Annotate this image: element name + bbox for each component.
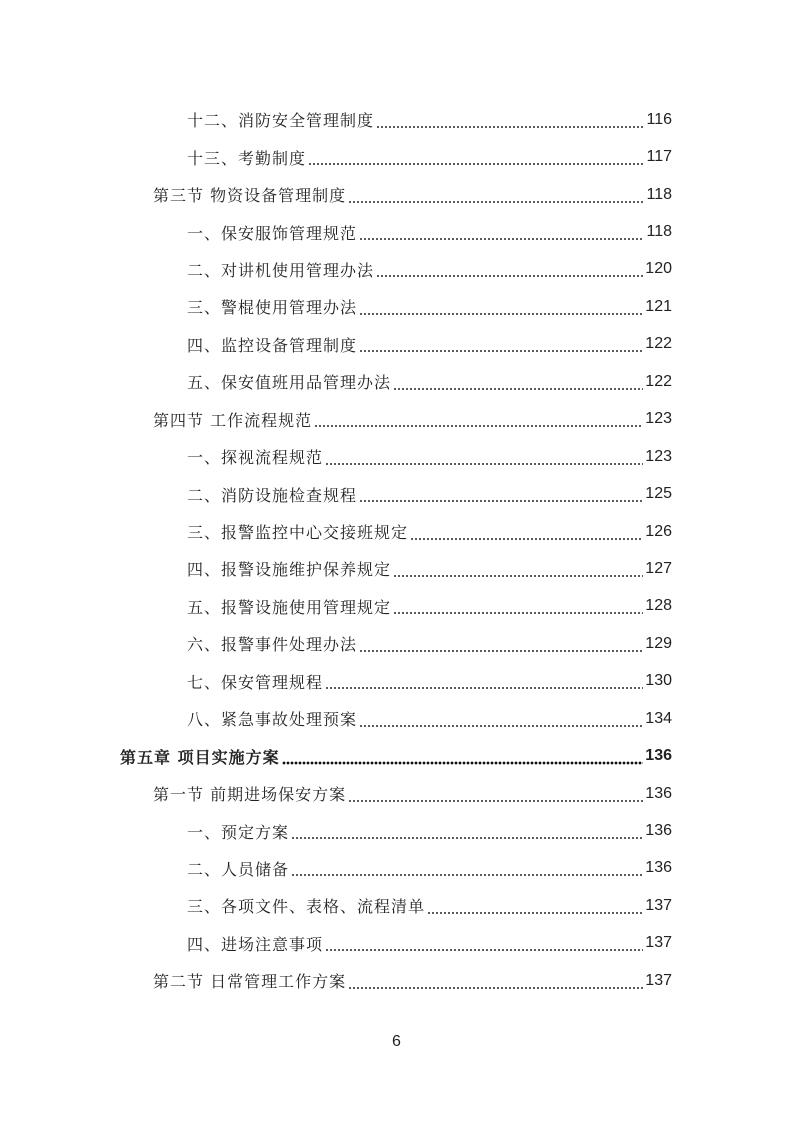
dot-leader [325,676,643,690]
toc-entry[interactable] [0,288,793,325]
toc-entry-title: 四、监控设备管理制度 [187,335,358,355]
dot-leader [376,115,644,129]
toc-entry-page: 123 [645,447,672,465]
toc-entry-page: 134 [645,709,672,727]
toc-entry-title: 二、消防设施检查规程 [187,485,358,505]
dot-leader [393,377,643,391]
dot-leader [359,302,643,316]
toc-entry[interactable] [0,588,793,625]
table-of-contents [0,101,793,1000]
toc-entry-page: 121 [645,297,672,315]
toc-entry[interactable] [0,513,793,550]
toc-entry[interactable] [0,625,793,662]
toc-entry-title: 四、报警设施维护保养规定 [187,560,392,580]
toc-entry[interactable] [0,700,793,737]
toc-entry-page: 137 [645,971,672,989]
toc-entry-page: 126 [645,522,672,540]
toc-entry-page: 137 [645,896,672,914]
toc-entry[interactable] [0,962,793,999]
toc-entry[interactable] [0,475,793,512]
toc-entry[interactable] [0,176,793,213]
toc-entry-title: 四、进场注意事项 [187,934,324,954]
dot-leader [393,564,643,578]
dot-leader [376,264,643,278]
toc-entry-title: 第三节 物资设备管理制度 [153,186,347,206]
toc-entry[interactable] [0,887,793,924]
toc-entry[interactable] [0,925,793,962]
dot-leader [325,938,643,952]
toc-entry-page: 118 [646,223,672,241]
toc-entry[interactable] [0,363,793,400]
toc-entry-page: 129 [645,634,672,652]
dot-leader [291,863,643,877]
toc-entry-title: 一、探视流程规范 [187,448,324,468]
toc-entry[interactable] [0,663,793,700]
toc-entry-page: 120 [645,260,672,278]
toc-entry-title: 五、报警设施使用管理规定 [187,597,392,617]
dot-leader [348,789,643,803]
dot-leader [410,527,643,541]
toc-entry-title: 二、对讲机使用管理办法 [187,260,375,280]
toc-entry-page: 125 [645,485,672,503]
toc-entry[interactable] [0,213,793,250]
toc-entry-page: 116 [646,110,672,128]
dot-leader [348,976,643,990]
toc-entry[interactable] [0,138,793,175]
toc-entry-title: 第四节 工作流程规范 [153,410,313,430]
toc-entry-title: 二、人员储备 [187,859,290,879]
toc-entry-title: 第一节 前期进场保安方案 [153,785,347,805]
toc-entry-title: 一、保安服饰管理规范 [187,223,358,243]
toc-entry-title: 八、紧急事故处理预案 [187,710,358,730]
toc-entry-title: 一、预定方案 [187,822,290,842]
toc-entry[interactable] [0,775,793,812]
toc-entry-page: 137 [645,934,672,952]
toc-entry[interactable] [0,251,793,288]
toc-entry-page: 123 [645,410,672,428]
toc-entry-title: 第二节 日常管理工作方案 [153,972,347,992]
dot-leader [359,714,643,728]
toc-entry[interactable] [0,438,793,475]
toc-entry[interactable] [0,401,793,438]
dot-leader [359,489,643,503]
dot-leader [282,751,644,765]
dot-leader [359,339,643,353]
toc-entry-page: 117 [646,148,672,166]
toc-entry-page: 127 [645,559,672,577]
dot-leader [359,639,643,653]
toc-entry[interactable] [0,850,793,887]
toc-entry-page: 118 [646,185,672,203]
toc-entry[interactable] [0,812,793,849]
toc-entry-title: 五、保安值班用品管理办法 [187,373,392,393]
toc-entry[interactable] [0,326,793,363]
toc-entry-page: 136 [645,747,672,765]
toc-entry-title: 第五章 项目实施方案 [120,747,280,767]
toc-entry-title: 十三、考勤制度 [187,148,307,168]
dot-leader [359,227,644,241]
toc-entry-title: 六、报警事件处理办法 [187,635,358,655]
toc-entry-title: 七、保安管理规程 [187,672,324,692]
toc-entry-page: 136 [645,822,672,840]
toc-entry-page: 122 [645,372,672,390]
dot-leader [291,826,643,840]
toc-entry-title: 三、警棍使用管理办法 [187,298,358,318]
toc-entry-title: 三、各项文件、表格、流程清单 [187,897,426,917]
dot-leader [314,414,643,428]
toc-entry[interactable] [0,550,793,587]
toc-entry-title: 三、报警监控中心交接班规定 [187,523,409,543]
dot-leader [325,452,643,466]
dot-leader [427,901,643,915]
toc-entry-page: 130 [645,672,672,690]
toc-entry-title: 十二、消防安全管理制度 [187,111,375,131]
page-number: 6 [392,1033,401,1050]
toc-entry-page: 128 [645,597,672,615]
toc-entry[interactable] [0,101,793,138]
toc-entry-page: 122 [645,335,672,353]
dot-leader [393,601,643,615]
dot-leader [308,152,644,166]
toc-chapter-entry[interactable] [0,737,793,774]
dot-leader [348,190,644,204]
toc-entry-page: 136 [645,784,672,802]
toc-entry-page: 136 [645,859,672,877]
